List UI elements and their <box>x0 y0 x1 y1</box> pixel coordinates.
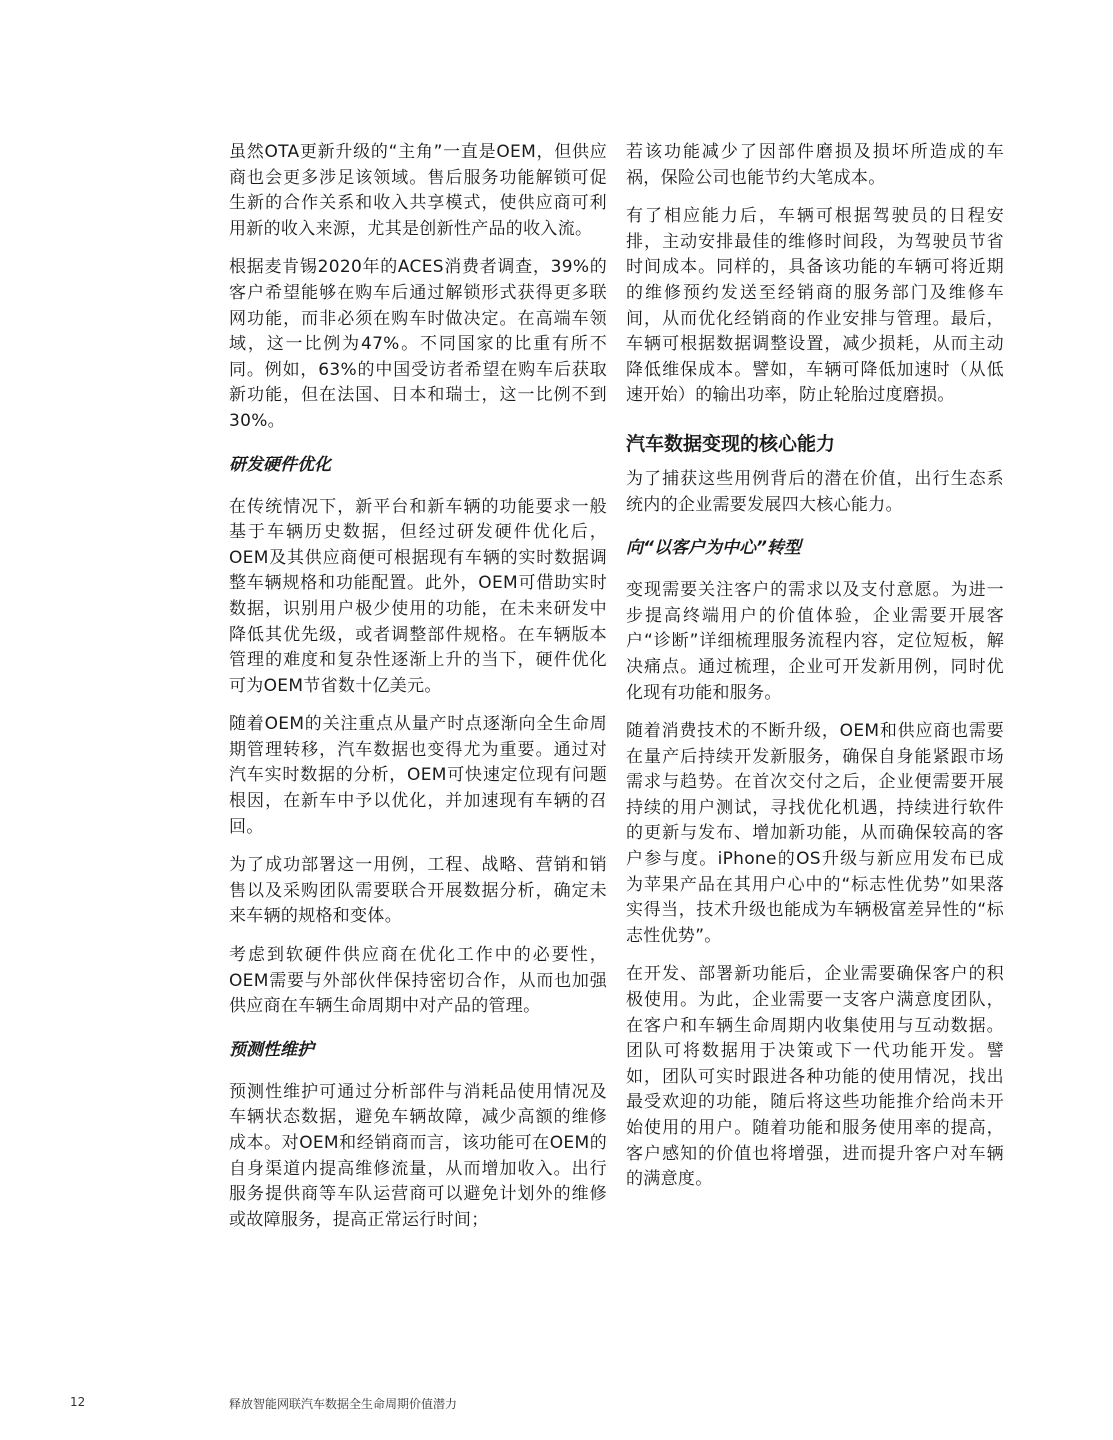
right-paragraph-3: 为了捕获这些用例背后的潜在价值，出行生态系统内的企业需要发展四大核心能力。 <box>626 468 1004 515</box>
left-paragraph-6: 考虑到软硬件供应商在优化工作中的必要性，OEM需要与外部伙伴保持密切合作，从而也加强供应商在车辆生命周期中对产品的管理。 <box>229 945 607 1017</box>
left-paragraph-7: 预测性维护可通过分析部件与消耗品使用情况及车辆状态数据，避免车辆故障，减少高额的维修成本。对OEM和经销商而言，该功能可在OEM的自身渠道内提高维修流量，从而增加收入。出行服务提供商等车队运营商可以避免计划外的维修或故障服务，提高正常运行时间； <box>229 1081 607 1230</box>
left-paragraph-5: 为了成功部署这一用例，工程、战略、营销和销售以及采购团队需要联合开展数据分析，确定未来车辆的规格和变体。 <box>229 855 607 927</box>
left-paragraph-4: 随着OEM的关注重点从量产时点逐渐向全生命周期管理转移，汽车数据也变得尤为重要。通过对汽车实时数据的分析，OEM可快速定位现有问题根因，在新车中予以优化，并加速现有车辆的召回。 <box>229 714 607 837</box>
subheading-customer-centric: 向“以客户为中心”转型 <box>626 538 801 559</box>
left-paragraph-1: 虽然OTA更新升级的“主角”一直是OEM，但供应商也会更多涉足该领域。售后服务功能解锁可促生新的合作关系和收入共享模式，使供应商可利用新的收入来源，尤其是创新性产品的收入流。 <box>229 142 607 239</box>
right-paragraph-1: 若该功能减少了因部件磨损及损坏所造成的车祸，保险公司也能节约大笔成本。 <box>626 142 1004 188</box>
subheading-predictive-maintenance: 预测性维护 <box>229 1039 314 1060</box>
footer-doc-title: 释放智能网联汽车数据全生命周期价值潜力 <box>229 1397 458 1411</box>
right-paragraph-2: 有了相应能力后，车辆可根据驾驶员的日程安排，主动安排最佳的维修时间段，为驾驶员节省时间成本。同样的，具备该功能的车辆可将近期的维修预约发送至经销商的服务部门及维修车间，从而优化经销商的作业安排与管理。最后，车辆可根据数据调整设置，减少损耗，从而主动降低维保成本。譬如，车辆可降低加速时（从低速开始）的输出功率，防止轮胎过度磨损。 <box>626 206 1004 406</box>
left-column <box>229 140 607 1246</box>
right-column <box>626 140 1004 1206</box>
subheading-rd-hardware: 研发硬件优化 <box>229 454 331 475</box>
page-number: 12 <box>70 1395 86 1409</box>
right-paragraph-5: 随着消费技术的不断升级，OEM和供应商也需要在量产后持续开发新服务，确保自身能紧跟市场需求与趋势。在首次交付之后，企业便需要开展持续的用户测试，寻找优化机遇，持续进行软件的更新与发布、增加新功能，从而确保较高的客户参与度。iPhone的OS升级与新应用发布已成为苹果产品在其用户心中的“标志性优势”如果落实得当，技术升级也能成为车辆极富差异性的“标志性优势”。 <box>626 721 1004 946</box>
right-paragraph-6: 在开发、部署新功能后，企业需要确保客户的积极使用。为此，企业需要一支客户满意度团队，在客户和车辆生命周期内收集使用与互动数据。团队可将数据用于决策或下一代功能开发。譬如，团队可实时跟进各种功能的使用情况，找出最受欢迎的功能，随后将这些功能推介给尚未开始使用的用户。随着功能和服务使用率的提高，客户感知的价值也将增强，进而提升客户对车辆的满意度。 <box>626 964 1004 1190</box>
section-title: 汽车数据变现的核心能力 <box>626 432 836 455</box>
left-paragraph-3: 在传统情况下，新平台和新车辆的功能要求一般基于车辆历史数据，但经过研发硬件优化后， OEM及其供应商便可根据现有车辆的实时数据调整车辆规格和功能配置。此外，OEM可借助实时数据，识别用户极少使用的功能，在未来研发中降低其优先级，或者调整部件规格。在车辆版本管理的难度和复杂性逐渐上升的当下，硬件优化可为OEM节省数十亿美元。 <box>229 496 607 696</box>
right-paragraph-4: 变现需要关注客户的需求以及支付意愿。为进一步提高终端用户的价值体验，企业需要开展客户“诊断”详细梳理服务流程内容，定位短板，解决痛点。通过梳理，企业可开发新用例，同时优化现有功能和服务。 <box>626 580 1004 703</box>
left-paragraph-2: 根据麦肯锡2020年的ACES消费者调查，39%的客户希望能够在购车后通过解锁形式获得更多联网功能，而非必须在购车时做决定。在高端车领域，这一比例为47%。不同国家的比重有所不同。例如，63%的中国受访者希望在购车后获取新功能，但在法国、日本和瑞士，这一比例不到30%。 <box>229 257 607 431</box>
